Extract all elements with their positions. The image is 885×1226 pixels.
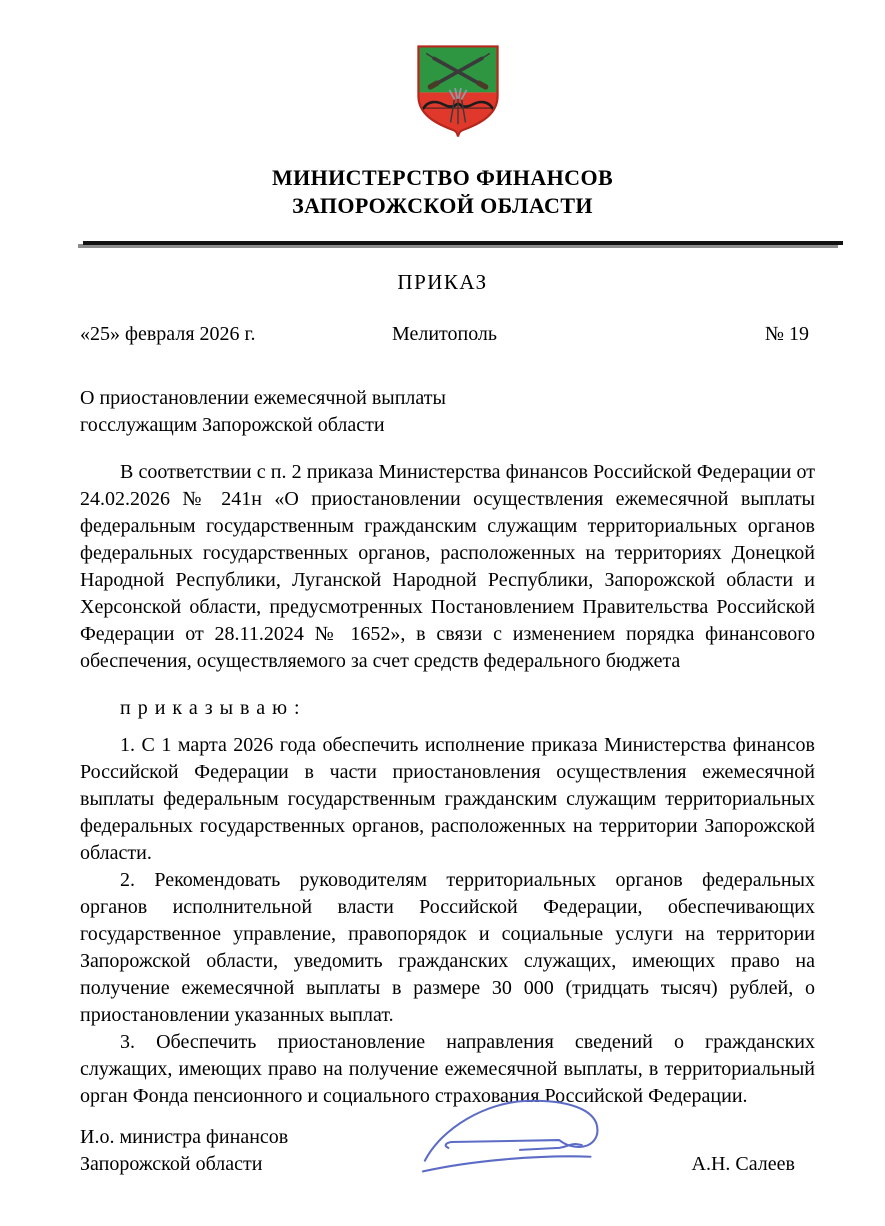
- doc-subject-line1: О приостановлении ежемесячной выплаты: [80, 387, 446, 409]
- signer-name: А.Н. Салеев: [691, 1153, 795, 1175]
- doc-subject: [80, 385, 815, 439]
- org-name-line1: МИНИСТЕРСТВО ФИНАНСОВ: [271, 165, 614, 190]
- order-item-2: 2. Рекомендовать руководителям территориальных органов федеральных органов исполнительной власти Российской Федерации, обеспечивающих государственное управление, правопорядок и социальные услуги на территории Запорожской области, уведомить гражданских служащих, имеющих право на получение ежемесячной выплаты в размере 30 000 (тридцать тысяч) рублей, о приостановлении указанных выплат.: [80, 869, 815, 1026]
- doc-type-title: ПРИКАЗ: [397, 270, 488, 294]
- order-item-3: 3. Обеспечить приостановление направления сведений о гражданских служащих, имеющих право на получение ежемесячной выплаты, в территориальный орган Фонда пенсионного и социального страхования Российской Федерации.: [80, 1031, 815, 1107]
- signature-block: [80, 1124, 815, 1178]
- doc-number: № 19: [764, 323, 809, 345]
- org-name: [0, 164, 885, 220]
- signer-title-line1: И.о. министра финансов: [80, 1126, 289, 1148]
- document-body: [0, 321, 885, 1178]
- signer-title-line2: Запорожской области: [80, 1153, 263, 1175]
- signer-title: [80, 1124, 288, 1178]
- doc-date: «25» февраля 2026 г.: [80, 323, 256, 345]
- coat-of-arms-icon: [412, 42, 504, 141]
- doc-city: Мелитополь: [391, 323, 498, 345]
- order-word: приказываю:: [120, 697, 307, 719]
- header-divider: [83, 241, 843, 245]
- order-item-1: 1. С 1 марта 2026 года обеспечить исполнение приказа Министерства финансов Российской Федерации в части приостановления осуществления ежемесячной выплаты федеральным государственным гражданским служащим территориальных федеральных государственных органов, расположенных на территории Запорожской области.: [80, 734, 815, 864]
- doc-subject-line2: госслужащим Запорожской области: [80, 414, 385, 436]
- org-name-line2: ЗАПОРОЖСКОЙ ОБЛАСТИ: [292, 193, 593, 218]
- preamble-paragraph: В соответствии с п. 2 приказа Министерства финансов Российской Федерации от 24.02.2026 № 241н «О приостановлении осуществления ежемесячной выплаты федеральным государственным гражданским служащим территориальных органов федеральных государственных органов, расположенных на территориях Донецкой Народной Республики, Луганской Народной Республики, Запорожской области и Херсонской области, предусмотренных Постановлением Правительства Российской Федерации от 28.11.2024 № 1652», в связи с изменением порядка финансового обеспечения, осуществляемого за счет средств федерального бюджета: [80, 461, 815, 672]
- meta-row: [80, 321, 815, 348]
